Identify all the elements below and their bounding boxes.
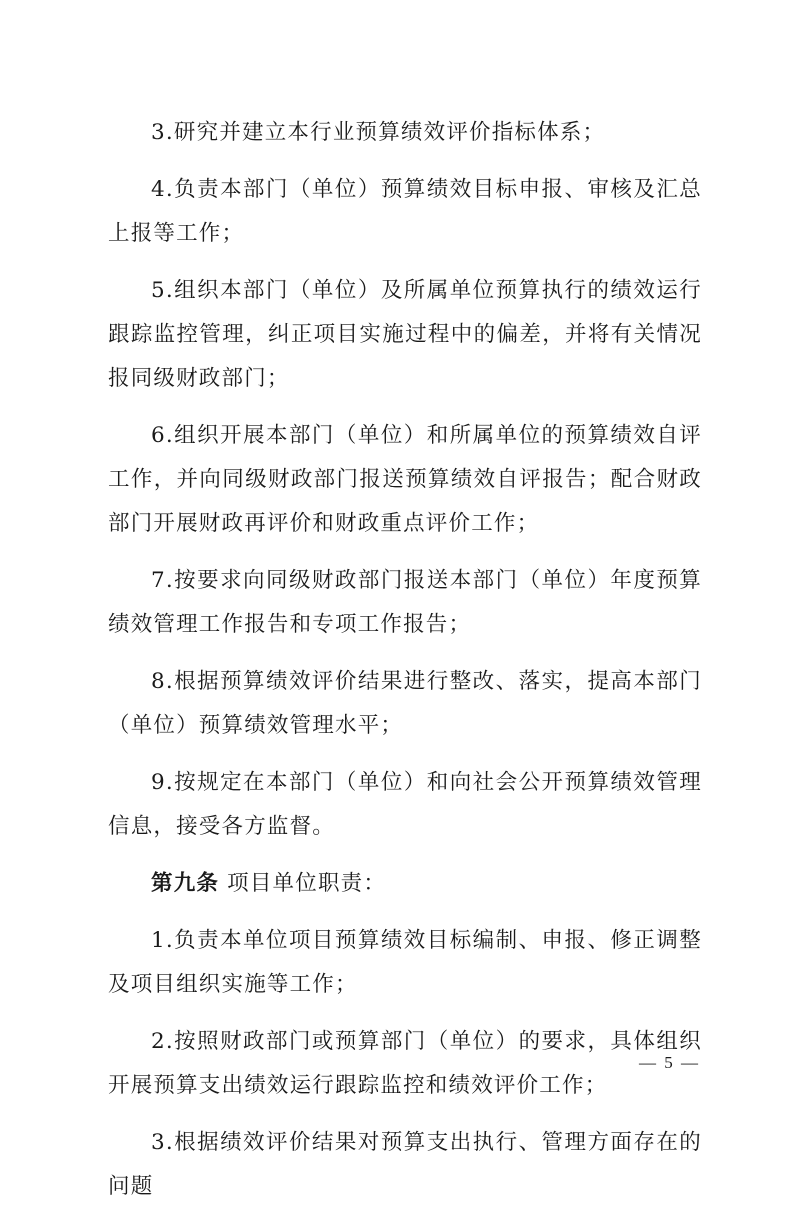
article-9: [108, 862, 702, 906]
paragraph-item-9: 9.按规定在本部门（单位）和向社会公开预算绩效管理信息，接受各方监督。: [108, 770, 702, 839]
article-9-text: 项目单位职责：: [227, 871, 387, 896]
paragraph-item-4: 4.负责本部门（单位）预算绩效目标申报、审核及汇总上报等工作；: [108, 177, 702, 246]
page-number: — 5 —: [639, 1053, 700, 1072]
article-9-heading: 第九条: [151, 871, 220, 896]
paragraph-item-8: 8.根据预算绩效评价结果进行整改、落实，提高本部门（单位）预算绩效管理水平；: [108, 669, 702, 738]
paragraph-item-6: 6.组织开展本部门（单位）和所属单位的预算绩效自评工作，并向同级财政部门报送预算绩效自评报告；配合财政部门开展财政再评价和财政重点评价工作；: [108, 423, 702, 536]
article-9-item-1: 1.负责本单位项目预算绩效目标编制、申报、修正调整及项目组织实施等工作；: [108, 928, 702, 997]
article-9-item-2: 2.按照财政部门或预算部门（单位）的要求，具体组织开展预算支出绩效运行跟踪监控和绩效评价工作；: [108, 1029, 702, 1098]
paragraph-item-7: 7.按要求向同级财政部门报送本部门（单位）年度预算绩效管理工作报告和专项工作报告；: [108, 568, 702, 637]
paragraph-item-5: 5.组织本部门（单位）及所属单位预算执行的绩效运行跟踪监控管理，纠正项目实施过程中的偏差，并将有关情况报同级财政部门；: [108, 278, 702, 391]
paragraph-item-3: 3.研究并建立本行业预算绩效评价指标体系；: [151, 120, 606, 145]
document-body: [108, 111, 702, 1222]
article-9-item-3: 3.根据绩效评价结果对预算支出执行、管理方面存在的问题: [108, 1130, 702, 1199]
